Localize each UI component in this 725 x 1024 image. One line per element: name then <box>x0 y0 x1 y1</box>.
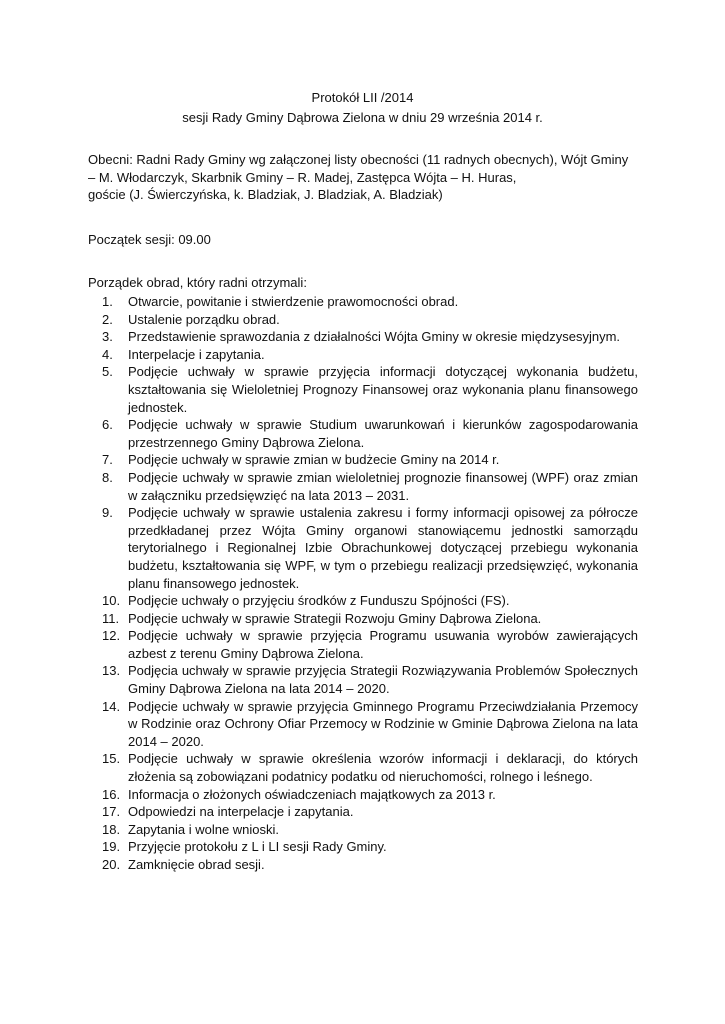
agenda-item-number: 4. <box>102 346 113 362</box>
agenda-item <box>88 803 638 821</box>
agenda-item-text: Zamknięcie obrad sesji. <box>128 857 265 872</box>
attendance-line: – M. Włodarczyk, Skarbnik Gminy – R. Madej, Zastępca Wójta – H. Huras, <box>88 169 517 185</box>
session-start: Początek sesji: 09.00 <box>88 232 211 247</box>
agenda-item <box>88 627 638 662</box>
agenda-item-text: Podjęcie uchwały w sprawie przyjęcia Programu usuwania wyrobów zawierających azbest z terenu Gminy Dąbrowa Zielona. <box>128 628 638 661</box>
attendance-paragraph <box>88 151 638 204</box>
agenda-item <box>88 346 638 364</box>
agenda-item <box>88 504 638 592</box>
agenda-item-number: 12. <box>102 628 121 644</box>
agenda-item-number: 19. <box>102 839 121 855</box>
agenda-item-number: 9. <box>102 505 113 521</box>
agenda-item-number: 15. <box>102 751 121 767</box>
agenda-item-text: Podjęcie uchwały w sprawie określenia wzorów informacji i deklaracji, do których złożenia są zobowiązani podatnicy podatku od nieruchomości, rolnego i leśnego. <box>128 751 638 785</box>
agenda-item-text: Interpelacje i zapytania. <box>128 346 265 362</box>
agenda-item-text: Podjęcie uchwały w sprawie ustalenia zakresu i formy informacji opisowej za półrocze przedkładanej przez Wójta Gminy organowi stanowiącemu jednostki samorządu terytorialnego i Regionalnej Izbie Obrachunkowej dotyczącej przebiegu wykonania budżetu, kształtowania się WPF, w tym o przebiegu realizacji przedsięwzięć, wykonania planu finansowego jednostek. <box>128 505 638 591</box>
agenda-item <box>88 363 638 416</box>
agenda-item-text: Podjęcie uchwały o przyjęciu środków z Funduszu Spójności (FS). <box>128 593 510 609</box>
agenda-item-text: Informacja o złożonych oświadczeniach majątkowych za 2013 r. <box>128 786 496 802</box>
agenda-item-text: Podjęcie uchwały w sprawie przyjęcia informacji dotyczącej wykonania budżetu, kształtowania się Wieloletniej Prognozy Finansowej oraz wykonania planu finansowego jednostek. <box>128 364 638 415</box>
agenda-item-text: Podjęcie uchwały w sprawie Studium uwarunkowań i kierunków zagospodarowania przestrzennego Gminy Dąbrowa Zielona. <box>128 417 638 450</box>
agenda-item <box>88 786 638 804</box>
agenda-item-text: Zapytania i wolne wnioski. <box>128 821 280 837</box>
agenda-item-number: 10. <box>102 593 121 609</box>
agenda-item-number: 1. <box>102 294 113 309</box>
agenda-item <box>88 416 638 451</box>
agenda-list <box>88 293 638 874</box>
agenda-item <box>88 662 638 697</box>
agenda-item <box>88 610 638 628</box>
agenda-item-text: Otwarcie, powitanie i stwierdzenie prawomocności obrad. <box>128 294 459 309</box>
agenda-item-number: 16. <box>102 786 121 802</box>
agenda-item-number: 5. <box>102 364 113 380</box>
agenda-item-number: 20. <box>102 857 121 872</box>
agenda-item-number: 14. <box>102 698 121 714</box>
agenda-item-number: 8. <box>102 469 113 485</box>
agenda-item <box>88 698 638 751</box>
document-title: Protokół LII /2014 <box>311 90 414 105</box>
agenda-item <box>88 311 638 329</box>
attendance-line: goście (J. Świerczyńska, k. Bladziak, J. Bladziak, A. Bladziak) <box>88 187 443 203</box>
agenda-intro: Porządek obrad, który radni otrzymali: <box>88 275 307 290</box>
agenda-item-number: 18. <box>102 821 121 837</box>
agenda-item-text: Ustalenie porządku obrad. <box>128 311 280 327</box>
agenda-item-text: Odpowiedzi na interpelacje i zapytania. <box>128 804 354 820</box>
agenda-item-number: 3. <box>102 329 113 345</box>
agenda-item-number: 13. <box>102 663 121 679</box>
agenda-item-text: Podjęcie uchwały w sprawie Strategii Rozwoju Gminy Dąbrowa Zielona. <box>128 610 542 626</box>
agenda-item-number: 2. <box>102 311 113 327</box>
document-subtitle: sesji Rady Gminy Dąbrowa Zielona w dniu 29 września 2014 r. <box>182 110 543 125</box>
agenda-item-text: Przyjęcie protokołu z L i LI sesji Rady Gminy. <box>128 839 387 855</box>
agenda-item <box>88 838 638 856</box>
agenda-item <box>88 451 638 469</box>
agenda-item <box>88 821 638 839</box>
agenda-item-text: Przedstawienie sprawozdania z działalności Wójta Gminy w okresie międzysesyjnym. <box>128 329 621 345</box>
agenda-item-number: 11. <box>102 610 120 626</box>
agenda-item-number: 6. <box>102 417 113 433</box>
agenda-item <box>88 293 638 311</box>
agenda-item <box>88 750 638 785</box>
agenda-item-text: Podjęcia uchwały w sprawie przyjęcia Strategii Rozwiązywania Problemów Społecznych Gminy Dąbrowa Zielona na lata 2014 – 2020. <box>128 663 638 697</box>
agenda-item <box>88 328 638 346</box>
agenda-item <box>88 856 638 874</box>
agenda-item-number: 17. <box>102 804 121 820</box>
agenda-item <box>88 592 638 610</box>
agenda-item <box>88 469 638 504</box>
agenda-item-text: Podjęcie uchwały w sprawie przyjęcia Gminnego Programu Przeciwdziałania Przemocy w Rodzinie oraz Ochrony Ofiar Przemocy w Rodzinie w Gminie Dąbrowa Zielona na lata 2014 – 2020. <box>128 698 638 749</box>
agenda-item-text: Podjęcie uchwały w sprawie zmian wieloletniej prognozie finansowej (WPF) oraz zmian w załączniku przedsięwzięć na lata 2013 – 2031. <box>128 469 638 503</box>
agenda-item-number: 7. <box>102 452 113 468</box>
agenda-item-text: Podjęcie uchwały w sprawie zmian w budżecie Gminy na 2014 r. <box>128 452 500 468</box>
attendance-line: Obecni: Radni Rady Gminy wg załączonej listy obecności (11 radnych obecnych), Wójt Gminy <box>88 152 629 167</box>
